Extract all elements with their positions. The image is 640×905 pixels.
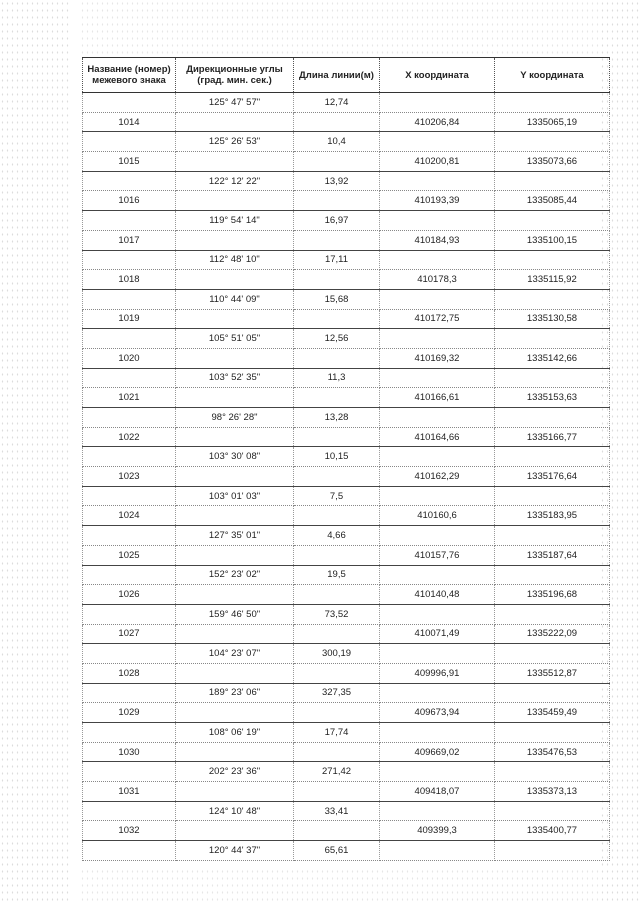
point-name-cell: 1022 [83, 427, 176, 447]
x-coordinate-cell: 410169,32 [380, 348, 495, 368]
segment-row [83, 526, 610, 546]
x-coordinate-cell [380, 368, 495, 388]
angle-cell: 159° 46' 50" [176, 604, 294, 624]
angle-cell: 120° 44' 37" [176, 841, 294, 861]
x-coordinate-cell [380, 447, 495, 467]
angle-cell [176, 663, 294, 683]
header-length: Длина линии(м) [294, 58, 380, 93]
point-name-cell: 1027 [83, 624, 176, 644]
x-coordinate-cell: 410166,61 [380, 388, 495, 408]
point-name-cell [83, 644, 176, 664]
x-coordinate-cell: 410206,84 [380, 112, 495, 132]
y-coordinate-cell: 1335400,77 [495, 821, 610, 841]
length-cell [294, 309, 380, 329]
point-name-cell [83, 93, 176, 113]
point-row [83, 467, 610, 487]
length-cell [294, 427, 380, 447]
point-name-cell [83, 604, 176, 624]
x-coordinate-cell [380, 132, 495, 152]
angle-cell [176, 703, 294, 723]
length-cell [294, 663, 380, 683]
y-coordinate-cell: 1335187,64 [495, 545, 610, 565]
angle-cell: 103° 52' 35" [176, 368, 294, 388]
angle-cell [176, 821, 294, 841]
point-name-cell: 1014 [83, 112, 176, 132]
point-row [83, 112, 610, 132]
scan-noise-left [0, 0, 70, 905]
angle-cell [176, 545, 294, 565]
point-name-cell [83, 801, 176, 821]
point-row [83, 348, 610, 368]
point-name-cell [83, 171, 176, 191]
scan-noise-top [80, 0, 600, 55]
length-cell [294, 624, 380, 644]
length-cell [294, 348, 380, 368]
point-name-cell [83, 486, 176, 506]
y-coordinate-cell: 1335065,19 [495, 112, 610, 132]
segment-row [83, 762, 610, 782]
point-row [83, 663, 610, 683]
length-cell [294, 545, 380, 565]
angle-cell: 122° 12' 22" [176, 171, 294, 191]
y-coordinate-cell: 1335073,66 [495, 152, 610, 172]
x-coordinate-cell [380, 565, 495, 585]
x-coordinate-cell [380, 644, 495, 664]
length-cell: 13,92 [294, 171, 380, 191]
x-coordinate-cell [380, 93, 495, 113]
segment-row [83, 447, 610, 467]
y-coordinate-cell: 1335100,15 [495, 230, 610, 250]
header-x: X координата [380, 58, 495, 93]
point-row [83, 309, 610, 329]
length-cell: 65,61 [294, 841, 380, 861]
x-coordinate-cell: 410071,49 [380, 624, 495, 644]
point-name-cell [83, 368, 176, 388]
point-name-cell [83, 408, 176, 428]
point-name-cell [83, 132, 176, 152]
y-coordinate-cell [495, 368, 610, 388]
point-row [83, 545, 610, 565]
x-coordinate-cell [380, 526, 495, 546]
length-cell: 17,74 [294, 723, 380, 743]
point-name-cell [83, 447, 176, 467]
x-coordinate-cell: 410172,75 [380, 309, 495, 329]
length-cell: 271,42 [294, 762, 380, 782]
header-name: Название (номер) межевого знака [83, 58, 176, 93]
angle-cell: 108° 06' 19" [176, 723, 294, 743]
angle-cell: 127° 35' 01" [176, 526, 294, 546]
point-row [83, 624, 610, 644]
x-coordinate-cell [380, 329, 495, 349]
length-cell: 16,97 [294, 211, 380, 231]
point-name-cell [83, 683, 176, 703]
point-name-cell: 1015 [83, 152, 176, 172]
point-name-cell: 1019 [83, 309, 176, 329]
x-coordinate-cell: 409399,3 [380, 821, 495, 841]
point-name-cell [83, 329, 176, 349]
segment-row [83, 132, 610, 152]
angle-cell [176, 230, 294, 250]
y-coordinate-cell [495, 762, 610, 782]
y-coordinate-cell [495, 250, 610, 270]
length-cell: 10,4 [294, 132, 380, 152]
length-cell [294, 506, 380, 526]
length-cell: 4,66 [294, 526, 380, 546]
length-cell: 15,68 [294, 289, 380, 309]
x-coordinate-cell: 410162,29 [380, 467, 495, 487]
length-cell: 7,5 [294, 486, 380, 506]
length-cell [294, 270, 380, 290]
x-coordinate-cell: 409996,91 [380, 663, 495, 683]
segment-row [83, 841, 610, 861]
y-coordinate-cell: 1335373,13 [495, 782, 610, 802]
angle-cell [176, 388, 294, 408]
length-cell: 19,5 [294, 565, 380, 585]
y-coordinate-cell: 1335176,64 [495, 467, 610, 487]
y-coordinate-cell: 1335476,53 [495, 742, 610, 762]
point-name-cell [83, 565, 176, 585]
point-name-cell: 1028 [83, 663, 176, 683]
segment-row [83, 408, 610, 428]
header-y: Y координата [495, 58, 610, 93]
angle-cell: 98° 26' 28" [176, 408, 294, 428]
segment-row [83, 801, 610, 821]
point-name-cell [83, 762, 176, 782]
point-name-cell: 1032 [83, 821, 176, 841]
segment-row [83, 171, 610, 191]
x-coordinate-cell: 410164,66 [380, 427, 495, 447]
point-name-cell [83, 723, 176, 743]
scan-noise-bottom [80, 868, 600, 905]
angle-cell [176, 152, 294, 172]
table-body [83, 93, 610, 861]
angle-cell: 152° 23' 02" [176, 565, 294, 585]
y-coordinate-cell [495, 211, 610, 231]
length-cell: 33,41 [294, 801, 380, 821]
y-coordinate-cell: 1335115,92 [495, 270, 610, 290]
angle-cell [176, 624, 294, 644]
segment-row [83, 329, 610, 349]
x-coordinate-cell [380, 723, 495, 743]
point-name-cell: 1020 [83, 348, 176, 368]
point-row [83, 742, 610, 762]
angle-cell [176, 427, 294, 447]
x-coordinate-cell: 409669,02 [380, 742, 495, 762]
length-cell: 12,74 [294, 93, 380, 113]
length-cell: 11,3 [294, 368, 380, 388]
x-coordinate-cell [380, 841, 495, 861]
y-coordinate-cell: 1335459,49 [495, 703, 610, 723]
angle-cell: 125° 26' 53" [176, 132, 294, 152]
angle-cell: 112° 48' 10" [176, 250, 294, 270]
length-cell [294, 388, 380, 408]
y-coordinate-cell: 1335085,44 [495, 191, 610, 211]
point-name-cell [83, 250, 176, 270]
x-coordinate-cell: 410193,39 [380, 191, 495, 211]
x-coordinate-cell: 410178,3 [380, 270, 495, 290]
segment-row [83, 93, 610, 113]
point-row [83, 585, 610, 605]
y-coordinate-cell [495, 289, 610, 309]
length-cell [294, 152, 380, 172]
point-name-cell: 1018 [83, 270, 176, 290]
length-cell: 12,56 [294, 329, 380, 349]
point-row [83, 427, 610, 447]
y-coordinate-cell: 1335142,66 [495, 348, 610, 368]
point-row [83, 782, 610, 802]
y-coordinate-cell [495, 683, 610, 703]
header-angle: Дирекционные углы (град. мин. сек.) [176, 58, 294, 93]
point-name-cell: 1016 [83, 191, 176, 211]
y-coordinate-cell [495, 723, 610, 743]
point-name-cell [83, 211, 176, 231]
point-row [83, 270, 610, 290]
x-coordinate-cell: 410157,76 [380, 545, 495, 565]
segment-row [83, 565, 610, 585]
length-cell [294, 742, 380, 762]
point-row [83, 191, 610, 211]
angle-cell: 103° 30' 08" [176, 447, 294, 467]
x-coordinate-cell [380, 171, 495, 191]
point-name-cell: 1030 [83, 742, 176, 762]
point-name-cell [83, 841, 176, 861]
y-coordinate-cell [495, 841, 610, 861]
length-cell: 10,15 [294, 447, 380, 467]
y-coordinate-cell: 1335196,68 [495, 585, 610, 605]
y-coordinate-cell: 1335512,87 [495, 663, 610, 683]
point-row [83, 821, 610, 841]
angle-cell [176, 112, 294, 132]
y-coordinate-cell: 1335130,58 [495, 309, 610, 329]
y-coordinate-cell: 1335222,09 [495, 624, 610, 644]
y-coordinate-cell [495, 329, 610, 349]
x-coordinate-cell [380, 211, 495, 231]
length-cell [294, 585, 380, 605]
angle-cell [176, 782, 294, 802]
length-cell: 73,52 [294, 604, 380, 624]
angle-cell [176, 191, 294, 211]
segment-row [83, 211, 610, 231]
length-cell: 327,35 [294, 683, 380, 703]
angle-cell: 119° 54' 14" [176, 211, 294, 231]
angle-cell: 104° 23' 07" [176, 644, 294, 664]
length-cell [294, 467, 380, 487]
y-coordinate-cell [495, 408, 610, 428]
x-coordinate-cell: 410160,6 [380, 506, 495, 526]
x-coordinate-cell [380, 408, 495, 428]
angle-cell [176, 270, 294, 290]
length-cell: 300,19 [294, 644, 380, 664]
x-coordinate-cell: 410140,48 [380, 585, 495, 605]
y-coordinate-cell: 1335183,95 [495, 506, 610, 526]
x-coordinate-cell: 410184,93 [380, 230, 495, 250]
x-coordinate-cell [380, 486, 495, 506]
x-coordinate-cell: 409418,07 [380, 782, 495, 802]
x-coordinate-cell [380, 801, 495, 821]
segment-row [83, 486, 610, 506]
angle-cell [176, 309, 294, 329]
point-name-cell: 1024 [83, 506, 176, 526]
x-coordinate-cell [380, 683, 495, 703]
length-cell [294, 782, 380, 802]
point-name-cell: 1031 [83, 782, 176, 802]
angle-cell: 103° 01' 03" [176, 486, 294, 506]
length-cell [294, 112, 380, 132]
point-row [83, 230, 610, 250]
angle-cell: 202° 23' 36" [176, 762, 294, 782]
x-coordinate-cell: 409673,94 [380, 703, 495, 723]
angle-cell [176, 506, 294, 526]
segment-row [83, 723, 610, 743]
segment-row [83, 250, 610, 270]
length-cell [294, 703, 380, 723]
x-coordinate-cell [380, 289, 495, 309]
length-cell [294, 191, 380, 211]
segment-row [83, 368, 610, 388]
x-coordinate-cell: 410200,81 [380, 152, 495, 172]
point-name-cell: 1023 [83, 467, 176, 487]
angle-cell [176, 585, 294, 605]
point-row [83, 703, 610, 723]
y-coordinate-cell [495, 644, 610, 664]
y-coordinate-cell: 1335153,63 [495, 388, 610, 408]
y-coordinate-cell: 1335166,77 [495, 427, 610, 447]
x-coordinate-cell [380, 762, 495, 782]
angle-cell: 124° 10' 48" [176, 801, 294, 821]
segment-row [83, 604, 610, 624]
point-row [83, 388, 610, 408]
y-coordinate-cell [495, 447, 610, 467]
y-coordinate-cell [495, 801, 610, 821]
point-name-cell [83, 526, 176, 546]
x-coordinate-cell [380, 604, 495, 624]
y-coordinate-cell [495, 486, 610, 506]
point-name-cell [83, 289, 176, 309]
angle-cell: 189° 23' 06" [176, 683, 294, 703]
angle-cell [176, 742, 294, 762]
point-name-cell: 1021 [83, 388, 176, 408]
segment-row [83, 683, 610, 703]
length-cell: 13,28 [294, 408, 380, 428]
angle-cell: 110° 44' 09" [176, 289, 294, 309]
y-coordinate-cell [495, 565, 610, 585]
segment-row [83, 644, 610, 664]
length-cell [294, 230, 380, 250]
segment-row [83, 289, 610, 309]
angle-cell [176, 348, 294, 368]
length-cell: 17,11 [294, 250, 380, 270]
angle-cell: 125° 47' 57" [176, 93, 294, 113]
point-row [83, 506, 610, 526]
y-coordinate-cell [495, 132, 610, 152]
point-name-cell: 1026 [83, 585, 176, 605]
point-name-cell: 1029 [83, 703, 176, 723]
y-coordinate-cell [495, 526, 610, 546]
y-coordinate-cell [495, 93, 610, 113]
x-coordinate-cell [380, 250, 495, 270]
table-header-row [83, 58, 610, 93]
point-row [83, 152, 610, 172]
angle-cell [176, 467, 294, 487]
point-name-cell: 1017 [83, 230, 176, 250]
y-coordinate-cell [495, 604, 610, 624]
point-name-cell: 1025 [83, 545, 176, 565]
y-coordinate-cell [495, 171, 610, 191]
length-cell [294, 821, 380, 841]
boundary-coordinates-table [82, 57, 610, 861]
angle-cell: 105° 51' 05" [176, 329, 294, 349]
